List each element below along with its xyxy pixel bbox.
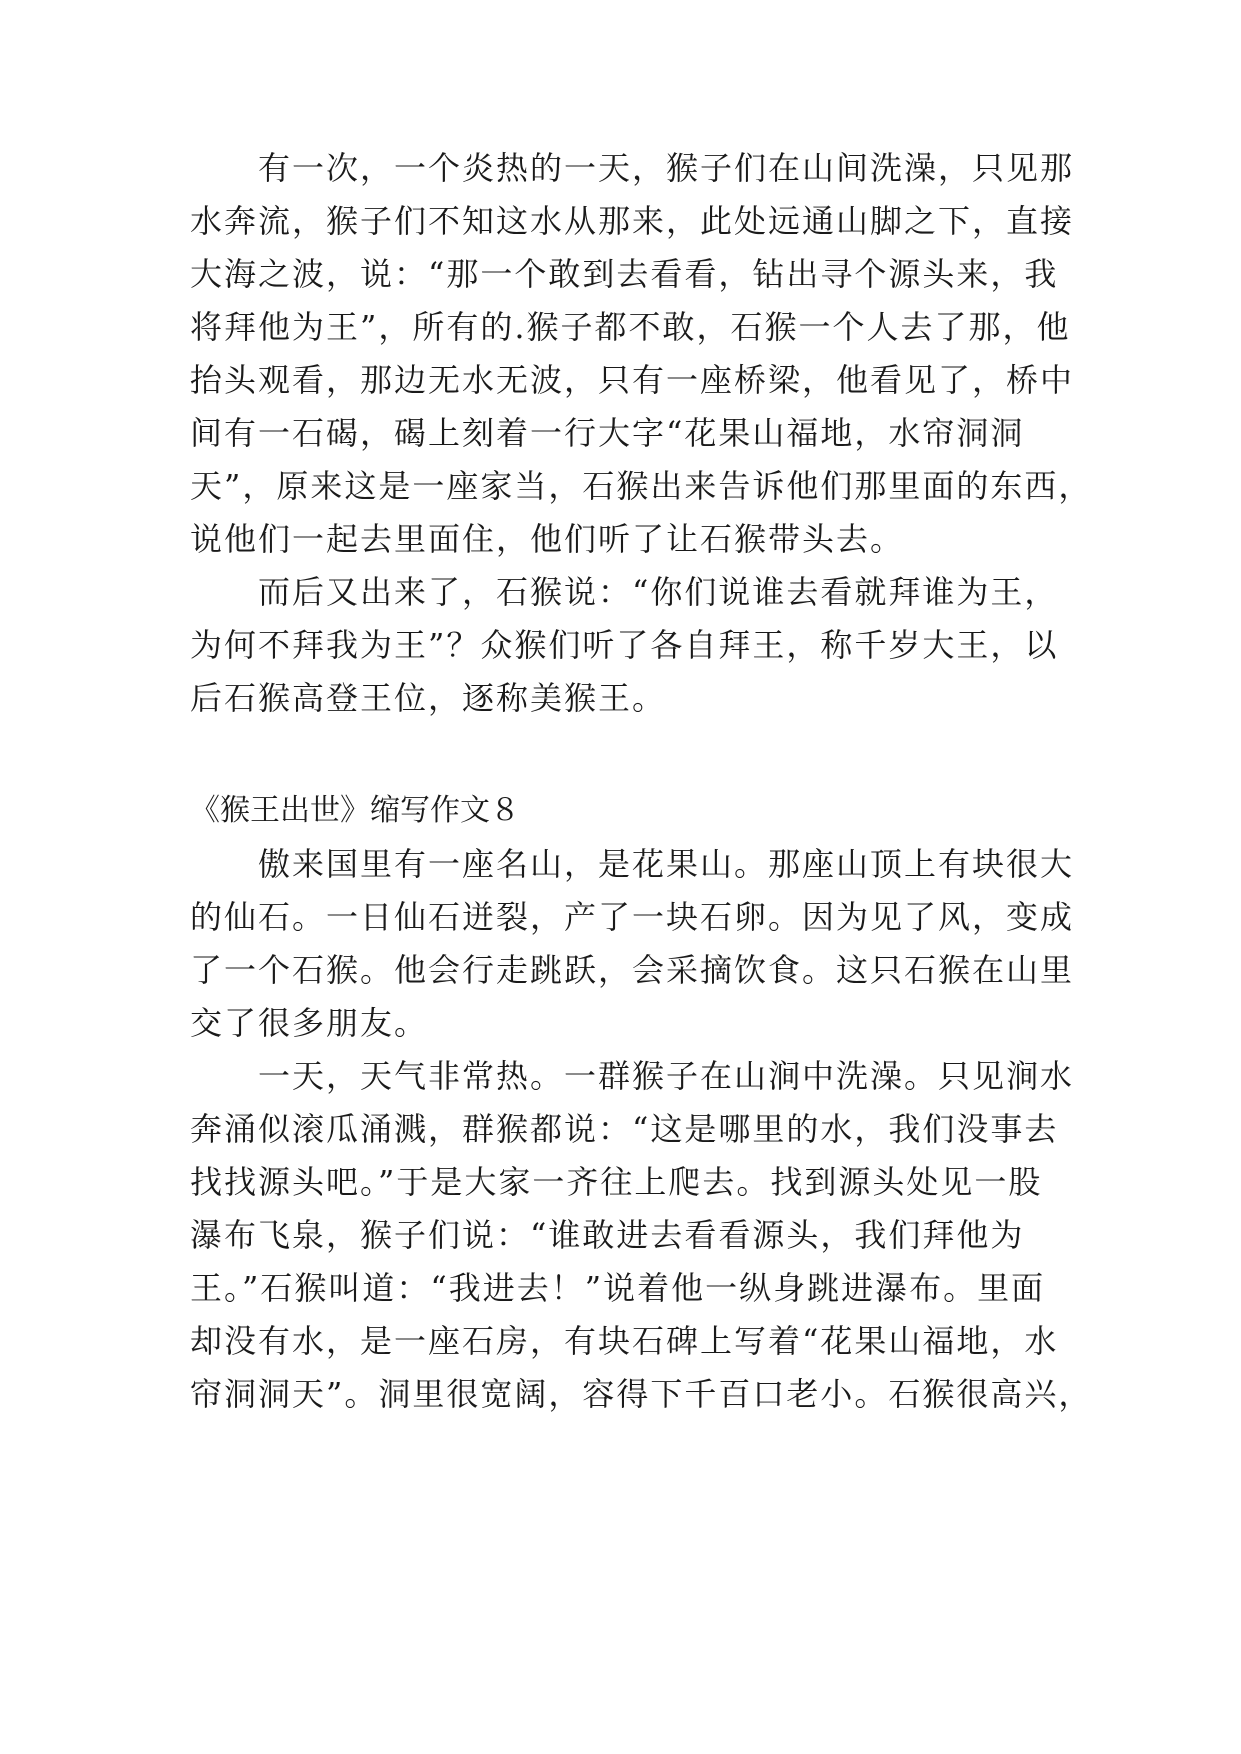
- paragraph-line: 傲来国里有一座名山，是花果山。那座山顶上有块很大: [190, 845, 1075, 883]
- paragraph-line: 后石猴高登王位，逐称美猴王。: [190, 679, 667, 717]
- paragraph-line: 了一个石猴。他会行走跳跃，会采摘饮食。这只石猴在山里: [190, 951, 1075, 989]
- paragraph-line: 抬头观看，那边无水无波，只有一座桥梁，他看见了，桥中: [190, 361, 1075, 399]
- paragraph-line: 瀑布飞泉，猴子们说：“谁敢进去看看源头，我们拜他为: [190, 1216, 1025, 1254]
- paragraph-line: 天”，原来这是一座家当，石猴出来告诉他们那里面的东西，: [190, 467, 1093, 505]
- paragraph-line: 奔涌似滚瓜涌溅，群猴都说：“这是哪里的水，我们没事去: [190, 1110, 1059, 1148]
- paragraph-line: 交了很多朋友。: [190, 1004, 429, 1042]
- section-heading: 《猴王出世》缩写作文８: [190, 793, 520, 828]
- paragraph-line: 大海之波，说：“那一个敢到去看看，钻出寻个源头来，我: [190, 255, 1059, 293]
- paragraph-line: 却没有水，是一座石房，有块石碑上写着“花果山福地，水: [190, 1322, 1059, 1360]
- paragraph-line: 将拜他为王”，所有的.猴子都不敢，石猴一个人去了那，他: [190, 308, 1071, 346]
- paragraph-line: 说他们一起去里面住，他们听了让石猴带头去。: [190, 520, 905, 558]
- paragraph-line: 有一次，一个炎热的一天，猴子们在山间洗澡，只见那: [190, 149, 1075, 187]
- paragraph-line: 帘洞洞天”。洞里很宽阔，容得下千百口老小。石猴很高兴，: [190, 1375, 1093, 1413]
- paragraph-line: 找找源头吧。”于是大家一齐往上爬去。找到源头处见一股: [190, 1163, 1043, 1201]
- paragraph-line: 为何不拜我为王”？众猴们听了各自拜王，称千岁大王，以: [190, 626, 1059, 664]
- paragraph-line: 水奔流，猴子们不知这水从那来，此处远通山脚之下，直接: [190, 202, 1075, 240]
- paragraph-line: 一天，天气非常热。一群猴子在山涧中洗澡。只见涧水: [190, 1057, 1075, 1095]
- paragraph-line: 王。”石猴叫道：“我进去！”说着他一纵身跳进瀑布。里面: [190, 1269, 1046, 1307]
- paragraph-line: 间有一石碣，碣上刻着一行大字“花果山福地，水帘洞洞: [190, 414, 1025, 452]
- paragraph-line: 而后又出来了，石猴说：“你们说谁去看就拜谁为王，: [190, 573, 1059, 611]
- paragraph-line: 的仙石。一日仙石迸裂，产了一块石卵。因为见了风，变成: [190, 898, 1075, 936]
